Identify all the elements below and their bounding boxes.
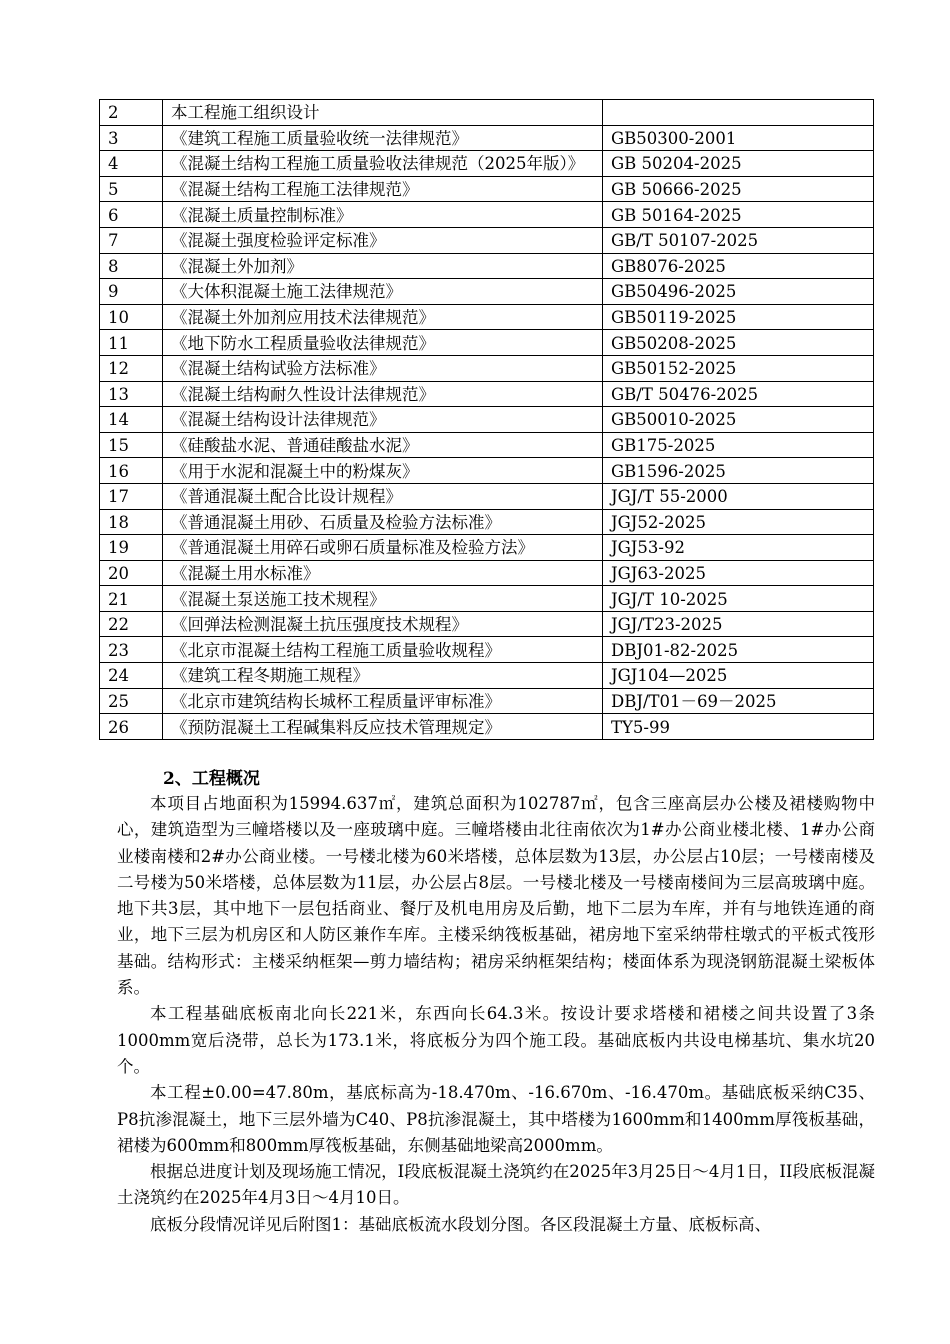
table-row: [100, 100, 874, 126]
table-row: [100, 355, 874, 381]
row-number-cell: 2: [100, 100, 163, 126]
standard-name-cell: 《用于水泥和混凝土中的粉煤灰》: [163, 458, 603, 484]
standard-name-cell: 《硅酸盐水泥、普通硅酸盐水泥》: [163, 432, 603, 458]
table-row: [100, 535, 874, 561]
standard-name-cell: 《北京市建筑结构长城杯工程质量评审标准》: [163, 688, 603, 714]
table-row: [100, 560, 874, 586]
standard-name-cell: 《混凝土外加剂应用技术法律规范》: [163, 304, 603, 330]
standard-name-cell: 《混凝土结构耐久性设计法律规范》: [163, 381, 603, 407]
row-number-cell: 3: [100, 125, 163, 151]
section-heading: 2、工程概况: [163, 769, 260, 789]
table-row: [100, 151, 874, 177]
row-number-cell: 14: [100, 407, 163, 433]
row-number-cell: 5: [100, 176, 163, 202]
standard-code-cell: JGJ63-2025: [603, 560, 874, 586]
row-number-cell: 22: [100, 611, 163, 637]
table-row: [100, 304, 874, 330]
row-number-cell: 26: [100, 714, 163, 740]
standard-name-cell: 《混凝土用水标准》: [163, 560, 603, 586]
standard-name-cell: 《混凝土强度检验评定标准》: [163, 227, 603, 253]
row-number-cell: 21: [100, 586, 163, 612]
table-row: [100, 611, 874, 637]
row-number-cell: 4: [100, 151, 163, 177]
row-number-cell: 23: [100, 637, 163, 663]
standard-code-cell: GB 50204-2025: [603, 151, 874, 177]
row-number-cell: 18: [100, 509, 163, 535]
standard-code-cell: [603, 100, 874, 126]
standard-name-cell: 本工程施工组织设计: [163, 100, 603, 126]
standard-code-cell: GB50119-2025: [603, 304, 874, 330]
row-number-cell: 16: [100, 458, 163, 484]
paragraph-segment-reference: 底板分段情况详见后附图1：基础底板流水段划分图。各区段混凝土方量、底板标高、: [150, 1214, 771, 1234]
standard-code-cell: JGJ104—2025: [603, 663, 874, 689]
row-number-cell: 10: [100, 304, 163, 330]
table-row: [100, 688, 874, 714]
table-row: [100, 176, 874, 202]
row-number-cell: 7: [100, 227, 163, 253]
table-row: [100, 202, 874, 228]
standard-name-cell: 《大体积混凝土施工法律规范》: [163, 279, 603, 305]
standard-code-cell: GB175-2025: [603, 432, 874, 458]
paragraph-elevations-concrete: 本工程±0.00=47.80m，基底标高为-18.470m、-16.670m、-16.470m。基础底板采纳C35、P8抗渗混凝土，地下三层外墙为C40、P8抗渗混凝土，其中塔楼为1600mm和1400mm厚筏板基础，裙楼为600mm和800mm厚筏板基础，东侧基础地梁高2000mm。: [117, 1083, 875, 1155]
standard-name-cell: 《预防混凝土工程碱集料反应技术管理规定》: [163, 714, 603, 740]
standard-code-cell: DBJ/T01－69－2025: [603, 688, 874, 714]
standard-code-cell: JGJ/T 10-2025: [603, 586, 874, 612]
standard-name-cell: 《混凝土外加剂》: [163, 253, 603, 279]
standards-table-body: [100, 100, 874, 740]
section-body: [117, 791, 875, 1238]
row-number-cell: 25: [100, 688, 163, 714]
standard-code-cell: GB50300-2001: [603, 125, 874, 151]
standard-name-cell: 《建筑工程冬期施工规程》: [163, 663, 603, 689]
table-row: [100, 483, 874, 509]
paragraph-base-slab: 本工程基础底板南北向长221米，东西向长64.3米。按设计要求塔楼和裙楼之间共设置了3条1000mm宽后浇带，总长为173.1米，将底板分为四个施工段。基础底板内共设电梯基坑、集水坑20个。: [117, 1004, 875, 1076]
standard-code-cell: JGJ52-2025: [603, 509, 874, 535]
row-number-cell: 17: [100, 483, 163, 509]
standard-name-cell: 《普通混凝土配合比设计规程》: [163, 483, 603, 509]
standard-code-cell: GB50010-2025: [603, 407, 874, 433]
table-row: [100, 279, 874, 305]
table-row: [100, 509, 874, 535]
standard-name-cell: 《地下防水工程质量验收法律规范》: [163, 330, 603, 356]
table-row: [100, 407, 874, 433]
standard-name-cell: 《混凝土结构工程施工法律规范》: [163, 176, 603, 202]
standards-table: [99, 99, 874, 740]
standard-name-cell: 《普通混凝土用碎石或卵石质量标准及检验方法》: [163, 535, 603, 561]
standard-code-cell: JGJ53-92: [603, 535, 874, 561]
standard-code-cell: GB 50666-2025: [603, 176, 874, 202]
row-number-cell: 11: [100, 330, 163, 356]
paragraph-schedule: 根据总进度计划及现场施工情况，I段底板混凝土浇筑约在2025年3月25日～4月1日，II段底板混凝土浇筑约在2025年4月3日～4月10日。: [117, 1162, 875, 1208]
row-number-cell: 24: [100, 663, 163, 689]
standard-name-cell: 《普通混凝土用砂、石质量及检验方法标准》: [163, 509, 603, 535]
table-row: [100, 381, 874, 407]
standard-name-cell: 《回弹法检测混凝土抗压强度技术规程》: [163, 611, 603, 637]
table-row: [100, 714, 874, 740]
standard-code-cell: GB/T 50107-2025: [603, 227, 874, 253]
standard-code-cell: GB 50164-2025: [603, 202, 874, 228]
row-number-cell: 9: [100, 279, 163, 305]
standard-name-cell: 《混凝土结构工程施工质量验收法律规范（2025年版）》: [163, 151, 603, 177]
row-number-cell: 8: [100, 253, 163, 279]
standard-code-cell: JGJ/T23-2025: [603, 611, 874, 637]
standard-code-cell: GB1596-2025: [603, 458, 874, 484]
row-number-cell: 19: [100, 535, 163, 561]
table-row: [100, 663, 874, 689]
row-number-cell: 12: [100, 355, 163, 381]
standard-code-cell: GB/T 50476-2025: [603, 381, 874, 407]
standard-name-cell: 《混凝土结构设计法律规范》: [163, 407, 603, 433]
standard-name-cell: 《混凝土结构试验方法标准》: [163, 355, 603, 381]
standard-code-cell: GB50152-2025: [603, 355, 874, 381]
paragraph-project-overview: 本项目占地面积为15994.637㎡，建筑总面积为102787㎡，包含三座高层办公楼及裙楼购物中心，建筑造型为三幢塔楼以及一座玻璃中庭。三幢塔楼由北往南依次为1#办公商业楼北楼、1#办公商业楼南楼和2#办公商业楼。一号楼北楼为60米塔楼，总体层数为13层，办公层占10层；一号楼南楼及二号楼为50米塔楼，总体层数为11层，办公层占8层。一号楼北楼及一号楼南楼间为三层高玻璃中庭。地下共3层，其中地下一层包括商业、餐厅及机电用房及后勤，地下二层为车库，并有与地铁连通的商业，地下三层为机房区和人防区兼作车库。主楼采纳筏板基础，裙房地下室采纳带柱墩式的平板式筏形基础。结构形式：主楼采纳框架—剪力墙结构；裙房采纳框架结构；楼面体系为现浇钢筋混凝土梁板体系。: [117, 794, 875, 998]
standard-name-cell: 《北京市混凝土结构工程施工质量验收规程》: [163, 637, 603, 663]
table-row: [100, 330, 874, 356]
standard-name-cell: 《混凝土泵送施工技术规程》: [163, 586, 603, 612]
standard-code-cell: GB50496-2025: [603, 279, 874, 305]
standard-code-cell: JGJ/T 55-2000: [603, 483, 874, 509]
standard-code-cell: DBJ01-82-2025: [603, 637, 874, 663]
row-number-cell: 20: [100, 560, 163, 586]
row-number-cell: 13: [100, 381, 163, 407]
standard-code-cell: TY5-99: [603, 714, 874, 740]
standard-name-cell: 《建筑工程施工质量验收统一法律规范》: [163, 125, 603, 151]
row-number-cell: 15: [100, 432, 163, 458]
table-row: [100, 253, 874, 279]
standard-name-cell: 《混凝土质量控制标准》: [163, 202, 603, 228]
table-row: [100, 458, 874, 484]
table-row: [100, 637, 874, 663]
table-row: [100, 586, 874, 612]
standard-code-cell: GB50208-2025: [603, 330, 874, 356]
table-row: [100, 432, 874, 458]
standard-code-cell: GB8076-2025: [603, 253, 874, 279]
row-number-cell: 6: [100, 202, 163, 228]
table-row: [100, 227, 874, 253]
table-row: [100, 125, 874, 151]
